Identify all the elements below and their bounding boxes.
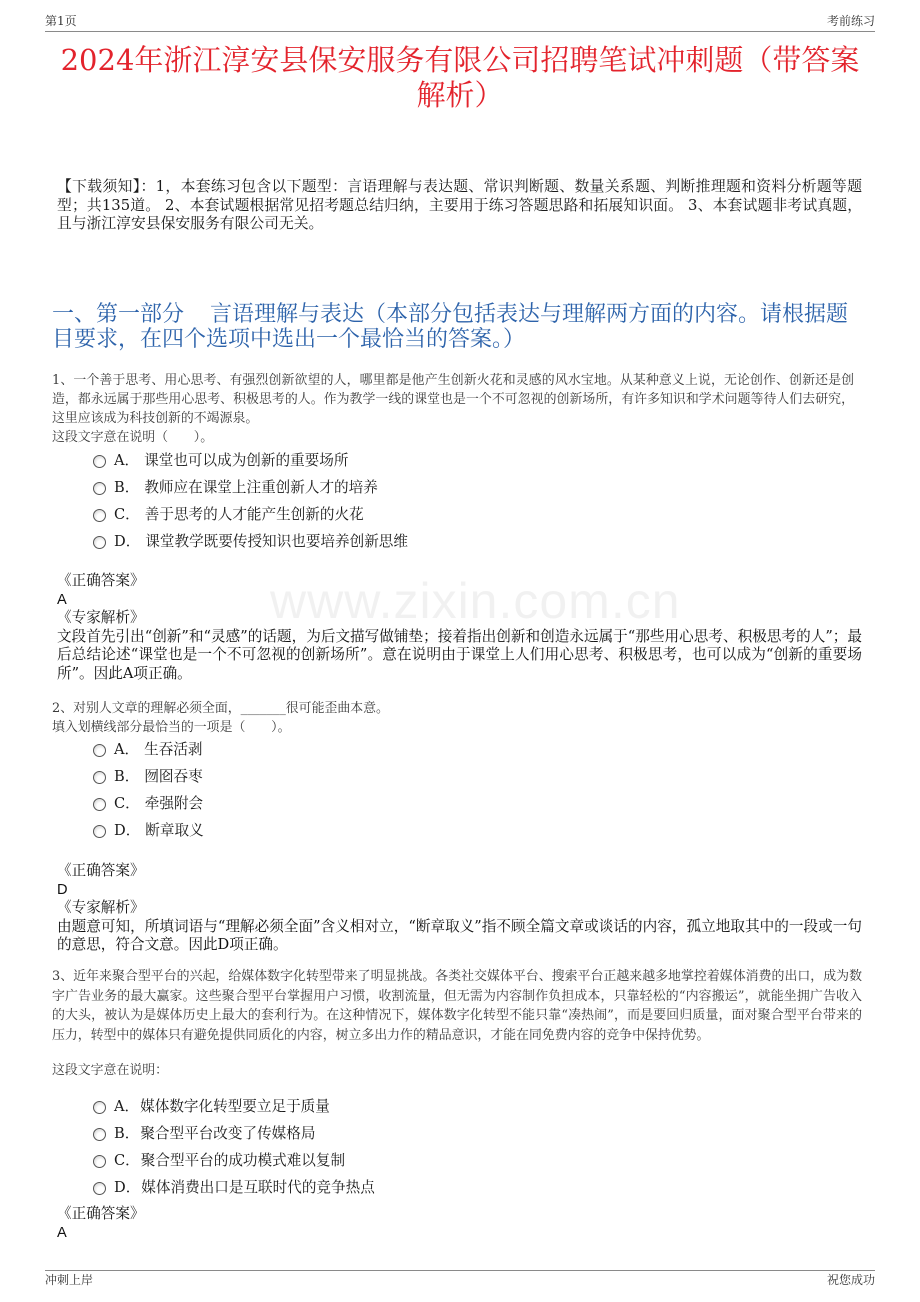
question-3-answer (57, 1205, 862, 1242)
page-number: 第1页 (45, 14, 77, 28)
option-label: C． (114, 794, 140, 812)
radio-icon (93, 744, 106, 757)
option-b (93, 1120, 793, 1147)
footer-left-text: 冲刺上岸 (45, 1273, 94, 1287)
question-stem: 2、对别人文章的理解必须全面，_______很可能歪曲本意。 (52, 700, 389, 716)
page-footer (45, 1270, 875, 1289)
option-a (93, 1093, 793, 1120)
question-3-options (93, 1093, 793, 1201)
question-2 (52, 699, 858, 737)
option-label: C． (114, 505, 140, 523)
option-d (93, 1174, 793, 1201)
watermark: www.zixin.com.cn (270, 573, 681, 629)
page-header (45, 11, 875, 32)
option-label: A． (114, 740, 140, 758)
radio-icon (93, 482, 106, 495)
option-b (93, 763, 793, 790)
answer-label: 《正确答案》 (57, 1205, 145, 1222)
option-text: 教师应在课堂上注重创新人才的培养 (144, 478, 378, 496)
option-label: D． (114, 821, 141, 839)
analysis-label: 《专家解析》 (57, 609, 145, 626)
option-text: 聚合型平台的成功模式难以复制 (140, 1151, 346, 1169)
answer-label: 《正确答案》 (57, 572, 145, 589)
answer-label: 《正确答案》 (57, 862, 145, 879)
radio-icon (93, 509, 106, 522)
option-d (93, 528, 793, 555)
option-text: 善于思考的人才能产生创新的火花 (144, 505, 364, 523)
question-3 (52, 967, 862, 1045)
option-label: A． (114, 451, 140, 469)
option-c (93, 790, 793, 817)
question-prompt: 填入划横线部分最恰当的一项是（ ）。 (52, 719, 291, 735)
section-title: 言语理解与表达（本部分包括表达与理解两方面的内容。请根据题目要求，在四个选项中选出一个最恰当的答案。） (52, 302, 849, 352)
question-3-prompt (52, 1061, 858, 1080)
question-2-answer (57, 862, 862, 955)
option-c (93, 1147, 793, 1174)
option-label: D． (114, 1178, 141, 1196)
option-text: 课堂教学既要传授知识也要培养创新思维 (145, 532, 408, 550)
option-text: 媒体数字化转型要立足于质量 (140, 1097, 330, 1115)
option-d (93, 817, 793, 844)
section-number: 一、第一部分 (52, 302, 185, 327)
footer-right-text: 祝您成功 (826, 1273, 875, 1287)
question-2-options (93, 736, 793, 844)
question-prompt: 这段文字意在说明（ ）。 (52, 429, 214, 445)
option-label: A． (114, 1097, 140, 1115)
radio-icon (93, 1155, 106, 1168)
answer-value: D (57, 881, 68, 898)
option-b (93, 474, 793, 501)
option-a (93, 736, 793, 763)
analysis-text: 文段首先引出“创新”和“灵感”的话题，为后文描写做铺垫；接着指出创新和创造永远属于“那些用心思考、积极思考的人”；最后总结论述“课堂也是一个不可忽视的创新场所”。意在说明由于课堂上人们用心思考、积极思考，也可以成为“创新的重要场所”。因此A项正确。 (57, 627, 862, 682)
download-notice: 【下载须知】：1，本套练习包含以下题型：言语理解与表达题、常识判断题、数量关系题、判断推理题和资料分析题等题型；共135道。 2、本套试题根据常见招考题总结归纳，主要用于练习答题思路和拓展知识面。 3、本套试题非考试真题，且与浙江淳安县保安服务有限公司无关。 (57, 178, 862, 232)
question-1 (52, 371, 854, 447)
option-label: C． (114, 1151, 140, 1169)
question-1-answer (57, 572, 862, 683)
option-label: B． (114, 1124, 140, 1142)
header-tag: 考前练习 (826, 14, 875, 28)
radio-icon (93, 825, 106, 838)
radio-icon (93, 1182, 106, 1195)
option-text: 课堂也可以成为创新的重要场所 (144, 451, 349, 469)
question-prompt: 这段文字意在说明： (52, 1062, 169, 1078)
radio-icon (93, 536, 106, 549)
radio-icon (93, 1101, 106, 1114)
option-text: 断章取义 (145, 821, 204, 839)
answer-value: A (57, 1224, 67, 1241)
radio-icon (93, 455, 106, 468)
analysis-text: 由题意可知，所填词语与“理解必须全面”含义相对立，“断章取义”指不顾全篇文章或谈话的内容，孤立地取其中的一段或一句的意思，符合文意。因此D项正确。 (57, 917, 862, 953)
question-stem: 3、近年来聚合型平台的兴起，给媒体数字化转型带来了明显挑战。各类社交媒体平台、搜索平台正越来越多地掌控着媒体消费的出口，成为数字广告业务的最大赢家。这些聚合型平台掌握用户习惯，收割流量，但无需为内容制作负担成本，只靠轻松的“内容搬运”，就能坐拥广告收入的大头，被认为是媒体历史上最大的套利行为。在这种情况下，媒体数字化转型不能只靠“凑热闹”，而是要回归质量，面对聚合型平台带来的压力，转型中的媒体只有避免提供同质化的内容，树立多出力作的精品意识，才能在同免费内容的竞争中保持优势。 (52, 969, 862, 1043)
radio-icon (93, 798, 106, 811)
question-stem: 1、一个善于思考、用心思考、有强烈创新欲望的人，哪里都是他产生创新火花和灵感的风水宝地。从某种意义上说，无论创作、创新还是创造，都永远属于那些用心思考、积极思考的人。作为教学一线的课堂也是一个不可忽视的创新场所，有许多知识和学术问题等待人们去研究，这里应该成为科技创新的不竭源泉。 (52, 372, 854, 426)
option-label: B． (114, 478, 140, 496)
option-text: 媒体消费出口是互联时代的竞争热点 (141, 1178, 375, 1196)
option-text: 牵强附会 (144, 794, 204, 812)
radio-icon (93, 1128, 106, 1141)
option-label: B． (114, 767, 140, 785)
document-title: 2024年浙江淳安县保安服务有限公司招聘笔试冲刺题（带答案解析） (60, 43, 860, 112)
option-c (93, 501, 793, 528)
question-1-options (93, 447, 793, 555)
section-heading (52, 302, 857, 352)
option-a (93, 447, 793, 474)
answer-value: A (57, 591, 67, 608)
option-text: 囫囵吞枣 (144, 767, 203, 785)
analysis-label: 《专家解析》 (57, 899, 145, 916)
option-text: 聚合型平台改变了传媒格局 (140, 1124, 316, 1142)
option-label: D． (114, 532, 141, 550)
radio-icon (93, 771, 106, 784)
option-text: 生吞活剥 (144, 740, 203, 758)
